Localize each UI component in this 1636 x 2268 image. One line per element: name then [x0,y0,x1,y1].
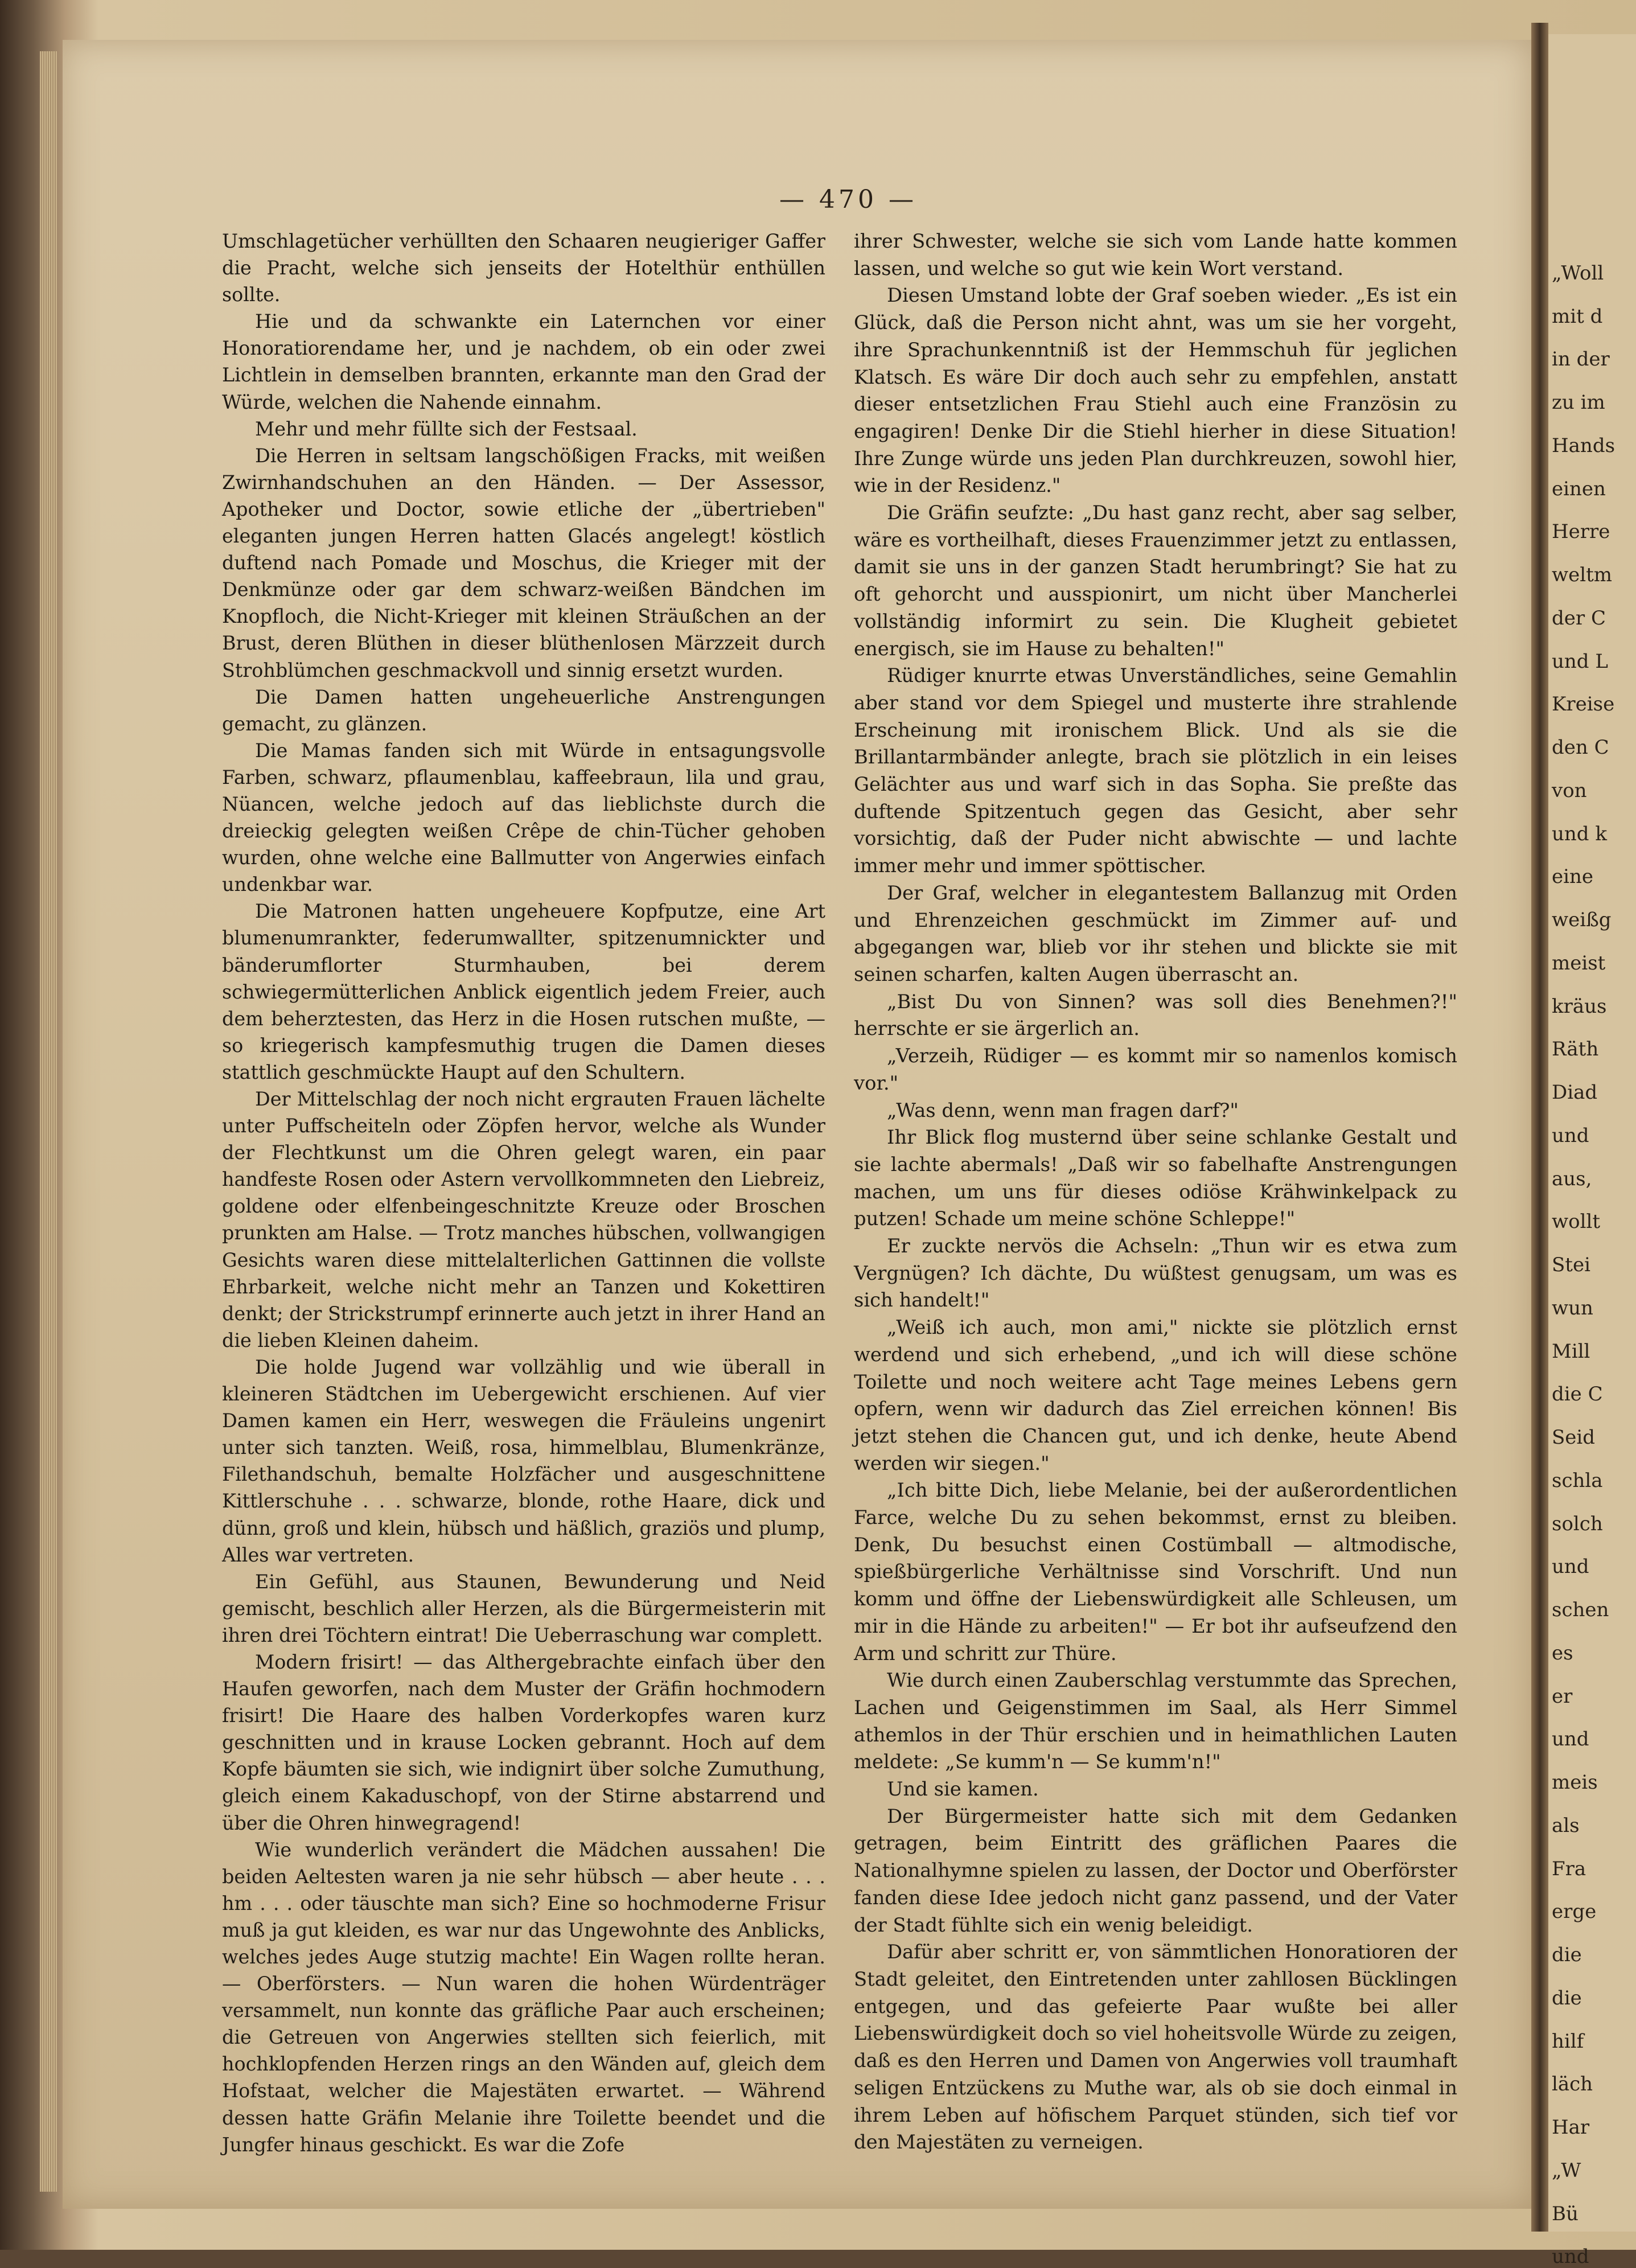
next-page-text-fragment: weißg [1552,909,1612,932]
next-page-text-fragment: und [1552,1555,1589,1579]
next-page-text-fragment: zu im [1552,391,1605,414]
next-page-text-fragment: wollt [1552,1210,1600,1234]
next-page-text-fragment: als [1552,1814,1580,1837]
paragraph: „Verzeih, Rüdiger — es kommt mir so namenlos komisch vor." [854,1045,1457,1094]
next-page-text-fragment: von [1552,779,1587,802]
next-page-text-fragment: und k [1552,822,1607,845]
next-page-text-fragment: Kreise [1552,693,1615,716]
next-page-text-fragment: in der [1552,348,1610,371]
paragraph: Mehr und mehr füllte sich der Festsaal. [255,417,638,440]
paragraph: „Was denn, wenn man fragen darf?" [887,1099,1239,1121]
paragraph: „Bist Du von Sinnen? was soll dies Benehmen?!" herrschte er sie ärgerlich an. [854,990,1457,1040]
next-page-text-fragment: und [1552,1728,1589,1751]
next-page-text-fragment: Herre [1552,520,1610,544]
next-page-text-fragment: „W [1552,2159,1581,2182]
paragraph: ihrer Schwester, welche sie sich vom Lande hatte kommen lassen, und welche so gut wie kein Wort verstand. [854,230,1457,280]
next-page-text-fragment: Hands [1552,434,1616,457]
next-page-text-fragment: die [1552,1944,1582,1967]
next-page-text-fragment: weltm [1552,564,1613,587]
next-page-text-fragment: den C [1552,736,1609,759]
paragraph: Rüdiger knurrte etwas Unverständliches, seine Gemahlin aber stand vor dem Spiegel und musterte ihre strahlende Erscheinung mit ironischem Blick. Und als sie die Brillantarmbänder anlegte, brach sie plötzlich in ein leises Gelächter aus und warf sich in das Sopha. Sie preßte das duftende Spitzentuch gegen das Gesicht, aber sehr vorsichtig, daß der Puder nicht abwischte — und lachte immer mehr und immer spöttischer. [854,664,1457,877]
next-page-text-fragment: meist [1552,951,1606,975]
next-page-text-fragment: er [1552,1684,1573,1708]
next-page-text-fragment: die C [1552,1383,1603,1406]
paragraph: Der Mittelschlag der noch nicht ergrauten Frauen lächelte unter Puffscheiteln oder Zöpfen hervor, welche als Wunder der Flechtkunst um die Ohren gelegt waren, ein paar handfeste Rosen oder Astern vervollkommneten den Liebreiz, goldene oder elfenbeingeschnitzte Kreuze oder Broschen prunkten am Halse. — Trotz manches hübschen, vollwangigen Gesichts waren diese mittelalterlichen Gattinnen die vollste Ehrbarkeit, welche nicht mehr an Tanzen und Kokettiren denkt; der Strickstrumpf erinnerte auch jetzt in ihrer Hand an die lieben Kleinen daheim. [222,1088,825,1351]
next-page-text-fragment: erge [1552,1900,1597,1924]
paragraph: Der Graf, welcher in elegantestem Ballanzug mit Orden und Ehrenzeichen geschmückt im Zimmer auf- und abgegangen war, blieb vor ihr stehen und blickte sie mit seinen scharfen, kalten Augen überrascht an. [854,881,1457,985]
next-page-text-fragment: schen [1552,1599,1609,1622]
paragraph: Ihr Blick flog musternd über seine schlanke Gestalt und sie lachte abermals! „Daß wir so fabelhafte Anstrengungen machen, um uns für dieses odiöse Krähwinkelpack zu putzen! Schade um meine schöne Schleppe!" [854,1126,1457,1230]
page-number: — 470 — [779,185,917,214]
next-page-text-fragment: es [1552,1641,1573,1665]
next-page-text-fragment: Har [1552,2116,1590,2139]
paragraph: Hie und da schwankte ein Laternchen vor einer Honoratiorendame her, und je nachdem, ob ein oder zwei Lichtlein in demselben brannten, erkannte man den Grad der Würde, welchen die Nahende einnahm. [222,310,825,413]
paragraph: Ein Gefühl, aus Staunen, Bewunderung und Neid gemischt, beschlich aller Herzen, als die Bürgermeisterin mit ihren drei Töchtern eintrat! Die Ueberraschung war complett. [222,1570,825,1646]
paragraph: Die Gräfin seufzte: „Du hast ganz recht, aber sag selber, wäre es vortheilhaft, dieses Frauenzimmer jetzt zu entlassen, damit sie uns in der ganzen Stadt herumbringt? Sie hat zu oft gehorcht und ausspionirt, um nicht über Mancherlei vollständig informirt zu sein. Die Klugheit gebietet energisch, sie im Hause zu behalten!" [854,502,1457,660]
next-page-text-fragment: und [1552,2245,1589,2268]
next-page-text-fragment: der C [1552,606,1606,630]
paragraph: Er zuckte nervös die Achseln: „Thun wir es etwa zum Vergnügen? Ich dächte, Du wüßtest genugsam, um was es sich handelt!" [854,1235,1457,1312]
paragraph: Modern frisirt! — das Althergebrachte einfach über den Haufen geworfen, nach dem Muster der Gräfin hochmodern frisirt! Die Haare des halben Vorderkopfes waren kurz geschnitten und in krause Locken gebrannt. Hoch auf dem Kopfe bäumten sie sich, wie indignirt über solche Zumuthung, gleich einem Kakaduschopf, von der Stirne abstarrend und über die Ohren hinwegragend! [222,1650,825,1834]
next-page-text-fragment: meis [1552,1771,1598,1794]
next-page-text-fragment: und [1552,1124,1589,1147]
next-page-text-fragment: aus, [1552,1167,1592,1190]
left-column [222,228,825,2158]
next-page-text-fragment: „Woll [1552,262,1604,285]
next-page-text-fragment: mit d [1552,305,1603,328]
next-page-text-fragment: kräus [1552,995,1607,1018]
next-page-text-fragment: hilf [1552,2029,1584,2053]
paragraph: Dafür aber schritt er, von sämmtlichen Honoratioren der Stadt geleitet, den Eintretenden unter zahllosen Bücklingen entgegen, und das gefeierte Paar wußte bei aller Liebenswürdigkeit doch so viel hoheitsvolle Würde zu zeigen, daß es den Herren und Damen von Angerwies voll traumhaft seligen Entzückens zu Muthe war, als ob sie doch einmal in ihrem Leben auf höfischem Parquet stünden, sich tief vor den Majestäten zu verneigen. [854,1941,1457,2154]
next-page-text-fragment: Fra [1552,1857,1586,1880]
next-page-text-fragment: Stei [1552,1254,1590,1277]
next-page-text-fragment: Mill [1552,1340,1590,1363]
next-page-text-fragment: eine [1552,865,1594,889]
book-gutter [1531,23,1548,2232]
right-column [854,228,1457,2156]
paragraph: Die Matronen hatten ungeheuere Kopfputze, eine Art blumenumrankter, federumwallter, spitzenumnickter und bänderumflorter Sturmhauben, bei derem schwiegermütterlichen Anblick eigentlich jedem Freier, auch dem beherztesten, das Herz in die Hosen rutschen mußte, — so kriegerisch kampfesmuthig trugen die Damen dieses stattlich geschmückte Haupt auf den Schultern. [222,900,825,1083]
paragraph: Wie durch einen Zauberschlag verstummte das Sprechen, Lachen und Geigenstimmen im Saal, als Herr Simmel athemlos in der Thür erschien und in heimathlichen Lauten meldete: „Se kumm'n — Se kumm'n!" [854,1669,1457,1773]
next-page-text-fragment: wun [1552,1296,1593,1320]
next-page-text-fragment: einen [1552,477,1606,500]
paragraph: „Ich bitte Dich, liebe Melanie, bei der außerordentlichen Farce, welche Du zu sehen bekommst, ernst zu bleiben. Denk, Du besuchst einen Costümball — altmodische, spießbürgerliche Verhältnisse sind Vorschrift. Und nun komm und öffne der Liebenswürdigkeit alle Schleusen, um mir in die Hände zu arbeiten!" — Er bot ihr aufseufzend den Arm und schritt zur Thüre. [854,1479,1457,1665]
paragraph: Umschlagetücher verhüllten den Schaaren neugieriger Gaffer die Pracht, welche sich jenseits der Hotelthür enthüllen sollte. [222,230,825,306]
next-page-text-fragment: die [1552,1986,1582,2010]
paragraph: Die Herren in seltsam langschößigen Fracks, mit weißen Zwirnhandschuhen an den Händen. — Der Assessor, Apotheker und Doctor, sowie etliche der „übertrieben" eleganten jungen Herren hatten Glacés angelegt! köstlich duftend nach Pomade und Moschus, die Krieger mit der Denkmünze oder gar dem schwarz-weißen Bändchen im Knopfloch, die Nicht-Krieger mit kleinen Sträußchen an der Brust, deren Blüthen in dieser blüthenlosen Märzzeit durch Strohblümchen geschmackvoll und sinnig ersetzt wurden. [222,444,825,681]
next-page-text-fragment: Räth [1552,1038,1599,1061]
next-page-text-fragment: solch [1552,1512,1603,1535]
next-page-fragment [1548,34,1636,2268]
next-page-text-fragment: läch [1552,2073,1593,2096]
paragraph: Und sie kamen. [887,1778,1039,1801]
paragraph: Die Mamas fanden sich mit Würde in entsagungsvolle Farben, schwarz, pflaumenblau, kaffeebraun, lila und grau, Nüancen, welche jedoch auf das lieblichste durch die dreieckig gelegten weißen Crêpe de chin-Tücher gehoben wurden, ohne welche eine Ballmutter von Angerwies einfach undenkbar war. [222,739,825,896]
next-page-text-fragment: und L [1552,650,1608,673]
next-page-text-fragment: Diad [1552,1081,1598,1104]
paragraph: Die holde Jugend war vollzählig und wie überall in kleineren Städtchen im Uebergewicht erschienen. Auf vier Damen kamen ein Herr, weswegen die Fräuleins ungenirt unter sich tanzten. Weiß, rosa, himmelblau, Blumenkränze, Filethandschuh, bemalte Holzfächer und ausgeschnittene Kittlerschuhe . . . schwarze, blonde, rothe Haare, dick und dünn, groß und klein, hübsch und häßlich, graziös und plump, Alles war vertreten. [222,1355,825,1566]
paragraph: Der Bürgermeister hatte sich mit dem Gedanken getragen, beim Eintritt des gräflichen Paares die Nationalhymne spielen zu lassen, der Doctor und Oberförster fanden diese Idee jedoch nicht ganz passend, und der Vater der Stadt fühlte sich ein wenig beleidigt. [854,1805,1457,1936]
next-page-text-fragment: Seid [1552,1426,1596,1449]
next-page-text-fragment: schla [1552,1469,1603,1492]
next-page-text-fragment: Bü [1552,2202,1579,2225]
paragraph: Die Damen hatten ungeheuerliche Anstrengungen gemacht, zu glänzen. [222,685,825,735]
paragraph: „Weiß ich auch, mon ami," nickte sie plötzlich ernst werdend und sich erhebend, „und ich will diese schöne Toilette und noch weitere acht Tage meines Lebens gern opfern, wenn wir dadurch das Ziel erreichen können! Bis jetzt stehen die Chancen gut, und ich denke, heute Abend werden wir siegen." [854,1316,1457,1474]
paragraph: Wie wunderlich verändert die Mädchen aussahen! Die beiden Aeltesten waren ja nie sehr hübsch — aber heute . . . hm . . . oder täuschte man sich? Eine so hochmoderne Frisur muß ja gut kleiden, es war nur das Ungewohnte des Anblicks, welches jedes Auge stutzig machte! Ein Wagen rollte heran. — Oberförsters. — Nun waren die hohen Würdenträger versammelt, nun konnte das gräfliche Paar auch erscheinen; die Getreuen von Angerwies stellten sich feierlich, mit hochklopfenden Herzen rings an den Wänden auf, gleich dem Hofstaat, welcher die Majestäten erwartet. — Während dessen hatte Gräfin Melanie ihre Toilette beendet und die Jungfer hinaus geschickt. Es war die Zofe [222,1838,825,2156]
paragraph: Diesen Umstand lobte der Graf soeben wieder. „Es ist ein Glück, daß die Person nicht ahnt, was um sie her vorgeht, ihre Sprachunkenntniß ist der Hemmschuh für jeglichen Klatsch. Es wäre Dir doch auch sehr zu empfehlen, anstatt dieser entsetzlichen Frau Stiehl auch eine Französin zu engagiren! Denke Dir die Stiehl hierher in diese Situation! Ihre Zunge würde uns jeden Plan durchkreuzen, sowohl hier, wie in der Residenz." [854,284,1457,497]
book-page-edges [40,51,57,2192]
